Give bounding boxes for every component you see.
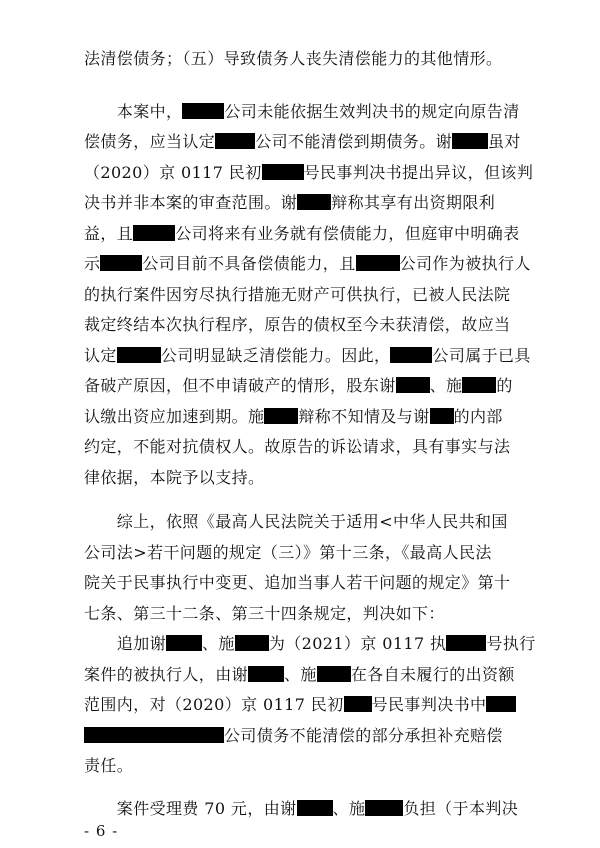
page-number: - 6 - xyxy=(84,822,119,840)
redaction-bar xyxy=(365,800,403,816)
text-line-23: 责任。 xyxy=(84,756,134,775)
redaction-bar xyxy=(486,696,516,712)
text-line-14: 律依据，本院予以支持。 xyxy=(84,468,265,487)
text-line-16: 公司法>若干问题的规定（三）》第十三条，《最高人民法 xyxy=(84,543,492,562)
text-line-12: 认缴出资应加速到期。施 辩称不知情及与谢 的内部 xyxy=(84,407,503,426)
text-line-4: （2020）京 0117 民初 号民事判决书提出异议，但该判 xyxy=(84,163,534,182)
redaction-bar xyxy=(462,377,496,393)
redaction-bar xyxy=(297,800,333,816)
redaction-bar xyxy=(166,635,202,651)
text-line-19: 追加谢 、施 为（2021）京 0117 执 号执行 xyxy=(84,634,536,653)
text-line-2: 本案中， 公司未能依据生效判决书的规定向原告清 xyxy=(84,102,520,121)
redaction-bar xyxy=(215,133,255,149)
redaction-bar xyxy=(390,347,432,363)
redaction-bar xyxy=(100,255,142,271)
text-line-8: 的执行案件因穷尽执行措施无财产可供执行，已被人民法院 xyxy=(84,285,511,304)
text-line-15: 综上，依照《最高人民法院关于适用<中华人民共和国 xyxy=(84,512,508,531)
redaction-bar xyxy=(317,666,351,682)
redaction-bar xyxy=(430,408,454,424)
redaction-bar xyxy=(396,377,430,393)
text-line-24: 案件受理费 70 元，由谢 、施 负担（于本判决 xyxy=(84,799,519,818)
redaction-bar xyxy=(297,194,331,210)
text-line-10: 认定 公司明显缺乏清偿能力。因此， 公司属于已具 xyxy=(84,346,531,365)
redaction-bar xyxy=(446,635,486,651)
redaction-bar xyxy=(452,133,488,149)
text-line-13: 约定，不能对抗债权人。故原告的诉讼请求，具有事实与法 xyxy=(84,437,511,456)
redaction-bar xyxy=(248,666,284,682)
redaction-bar xyxy=(262,164,304,180)
redaction-bar xyxy=(133,225,175,241)
redaction-bar xyxy=(84,727,224,743)
redaction-bar xyxy=(356,255,400,271)
redaction-bar xyxy=(182,103,224,119)
text-line-21: 范围内，对（2020）京 0117 民初 号民事判决书中 xyxy=(84,694,516,716)
redaction-bar xyxy=(117,347,161,363)
text-line-7: 示 公司目前不具备偿债能力，且 公司作为被执行人 xyxy=(84,254,531,273)
text-line-22: 公司债务不能清偿的部分承担补充赔偿 xyxy=(84,725,503,747)
text-line-9: 裁定终结本次执行程序，原告的债权至今未获清偿，故应当 xyxy=(84,315,511,334)
text-line-17: 院关于民事执行中变更、追加当事人若干问题的规定》第十 xyxy=(84,573,511,592)
redaction-bar xyxy=(235,635,269,651)
text-line-18: 七条、第三十二条、第三十四条规定，判决如下： xyxy=(84,604,445,623)
text-line-3: 偿债务，应当认定 公司不能清偿到期债务。谢 虽对 xyxy=(84,132,521,151)
text-line-6: 益，且 公司将来有业务就有偿债能力，但庭审中明确表 xyxy=(84,224,520,243)
text-line-5: 决书并非本案的审查范围。谢 辩称其享有出资期限利 xyxy=(84,193,496,212)
redaction-bar xyxy=(264,408,298,424)
redaction-bar xyxy=(344,696,372,712)
text-line-11: 备破产原因，但不申请破产的情形，股东谢 、施 的 xyxy=(84,376,513,395)
text-line-1: 法清偿债务；（五）导致债务人丧失清偿能力的其他情形。 xyxy=(84,49,503,68)
text-line-20: 案件的被执行人，由谢 、施 在各自未履行的出资额 xyxy=(84,665,515,684)
